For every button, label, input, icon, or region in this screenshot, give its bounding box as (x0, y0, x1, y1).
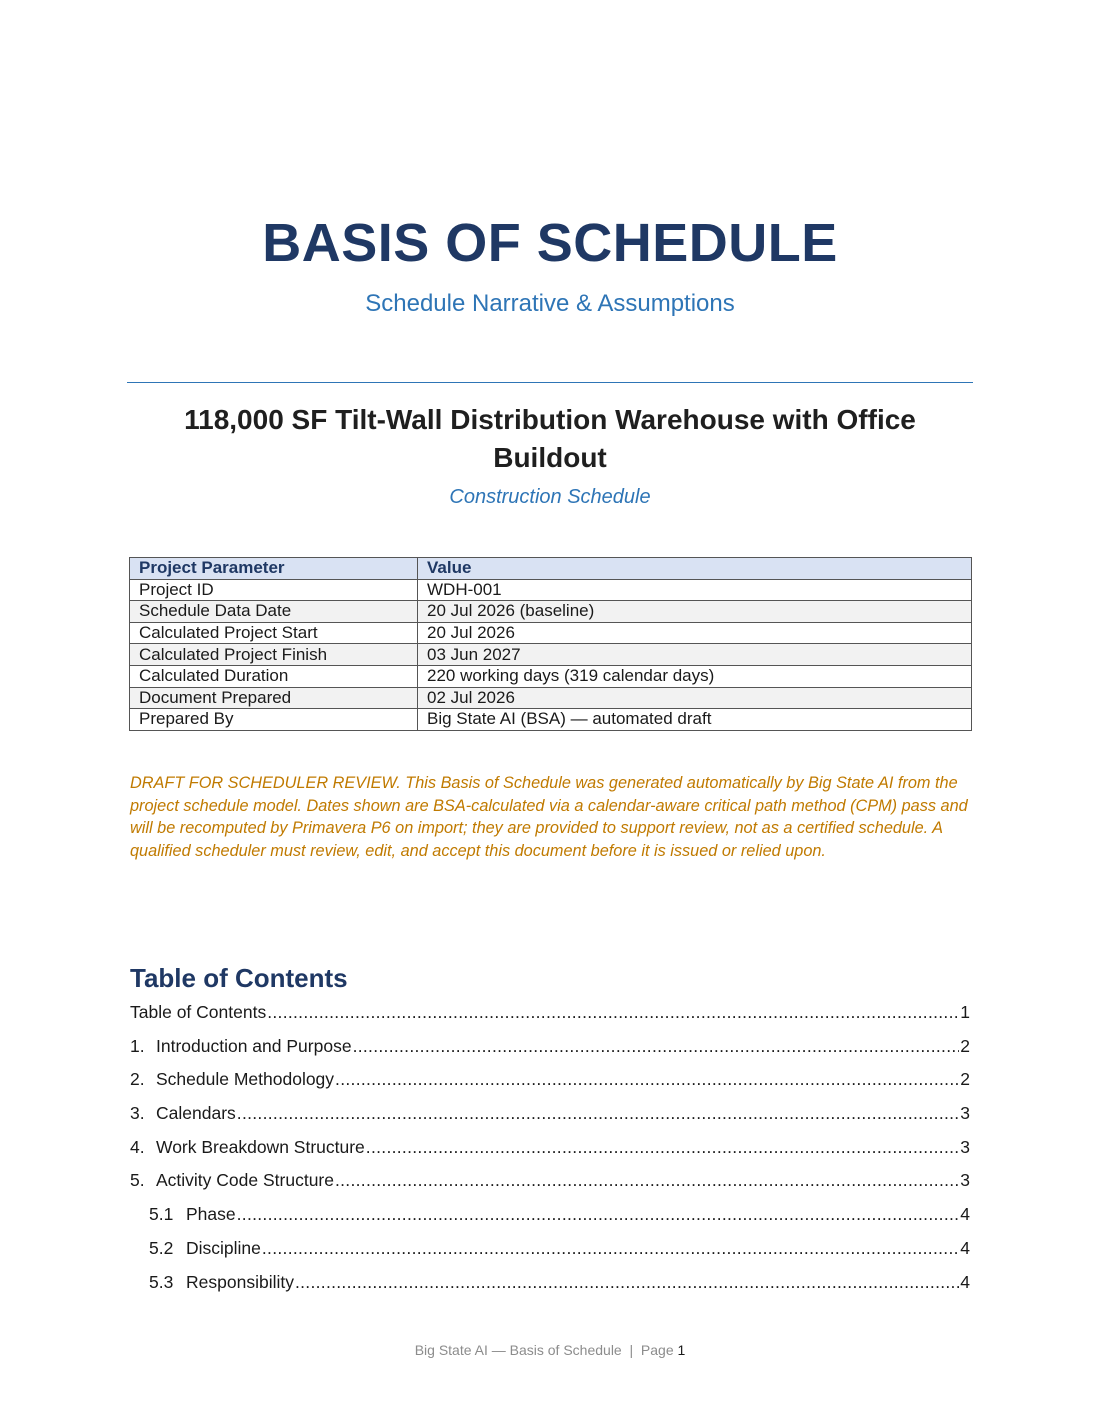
toc-leader-dots (262, 1236, 959, 1260)
table-row (130, 579, 972, 601)
toc-leader-dots (295, 1270, 959, 1294)
value-cell: WDH-001 (418, 579, 972, 601)
toc-entry-number: 1. (130, 1035, 145, 1056)
toc-entry-page: 2 (960, 1069, 970, 1090)
toc-entry-page: 4 (960, 1204, 970, 1225)
project-name: 118,000 SF Tilt-Wall Distribution Warehouse with Office Buildout (184, 404, 916, 473)
parameter-cell: Project ID (130, 579, 418, 601)
document-subtitle: Schedule Narrative & Assumptions (365, 290, 735, 317)
table-of-contents (130, 1000, 970, 1303)
parameter-cell: Schedule Data Date (130, 601, 418, 623)
toc-entry-number: 3. (130, 1103, 145, 1124)
toc-leader-dots (335, 1168, 959, 1192)
value-cell: 20 Jul 2026 (418, 622, 972, 644)
footer-page-number: 1 (677, 1342, 686, 1358)
toc-entry[interactable] (130, 1135, 970, 1169)
parameter-cell: Calculated Project Start (130, 622, 418, 644)
table-row (130, 601, 972, 623)
value-cell: 20 Jul 2026 (baseline) (418, 601, 972, 623)
column-header-value: Value (418, 558, 972, 580)
table-row (130, 622, 972, 644)
toc-entry-title: Phase (186, 1204, 236, 1225)
toc-entry-page: 4 (960, 1271, 970, 1292)
toc-entry-title: Responsibility (186, 1271, 294, 1292)
toc-entry[interactable] (130, 1202, 970, 1236)
table-row (130, 644, 972, 666)
toc-entry-title: Schedule Methodology (156, 1069, 335, 1090)
toc-entry[interactable] (130, 1168, 970, 1202)
table-row (130, 665, 972, 687)
toc-entry-page: 3 (960, 1136, 970, 1157)
value-cell: 220 working days (319 calendar days) (418, 665, 972, 687)
value-cell: 03 Jun 2027 (418, 644, 972, 666)
toc-entry-number: 2. (130, 1069, 145, 1090)
toc-entry-page: 3 (960, 1170, 970, 1191)
toc-entry-title: Calendars (156, 1103, 236, 1124)
footer-text: Big State AI — Basis of Schedule | Page (414, 1342, 678, 1358)
toc-leader-dots (366, 1135, 959, 1159)
project-type: Construction Schedule (449, 486, 651, 508)
toc-entry-number: 4. (130, 1136, 145, 1157)
toc-entry-page: 3 (960, 1103, 970, 1124)
project-parameters-table (129, 557, 972, 731)
toc-entry-page: 2 (960, 1035, 970, 1056)
page-footer (0, 1342, 1100, 1358)
toc-entry-title: Discipline (186, 1237, 261, 1258)
document-title: BASIS OF SCHEDULE (262, 213, 838, 273)
toc-entry-page: 4 (960, 1237, 970, 1258)
toc-entry[interactable] (130, 1034, 970, 1068)
toc-entry[interactable] (130, 1270, 970, 1304)
toc-leader-dots (353, 1034, 960, 1058)
parameter-cell: Calculated Project Finish (130, 644, 418, 666)
toc-entry-title: Introduction and Purpose (156, 1035, 352, 1056)
toc-entry[interactable] (130, 1236, 970, 1270)
toc-entry-title: Table of Contents (130, 1002, 267, 1022)
value-cell: Big State AI (BSA) — automated draft (418, 709, 972, 731)
table-row (130, 709, 972, 731)
toc-entry-title: Activity Code Structure (156, 1170, 334, 1191)
draft-notice: DRAFT FOR SCHEDULER REVIEW. This Basis of Schedule was generated automatically by Big State AI from the project schedule model. Dates shown are BSA-calculated via a calendar-aware critical path method (CPM) pass and will be recomputed by Primavera P6 on import; they are provided to support review, not as a certified schedule. A qualified scheduler must review, edit, and accept this document before it is issued or relied upon. (130, 774, 968, 860)
parameter-cell: Calculated Duration (130, 665, 418, 687)
toc-entry-number: 5.3 (149, 1271, 174, 1292)
table-header-row (130, 558, 972, 580)
title-divider (127, 382, 973, 383)
toc-entry-title: Work Breakdown Structure (156, 1136, 365, 1157)
toc-entry[interactable] (130, 1067, 970, 1101)
toc-leader-dots (335, 1067, 959, 1091)
toc-leader-dots (267, 1000, 959, 1024)
table-row (130, 687, 972, 709)
value-cell: 02 Jul 2026 (418, 687, 972, 709)
toc-entry-number: 5. (130, 1170, 145, 1191)
column-header-parameter: Project Parameter (130, 558, 418, 580)
toc-entry-number: 5.2 (149, 1237, 174, 1258)
toc-entry[interactable] (130, 1000, 970, 1034)
toc-entry-page: 1 (960, 1002, 970, 1022)
toc-entry-number: 5.1 (149, 1204, 174, 1225)
toc-entry[interactable] (130, 1101, 970, 1135)
toc-leader-dots (237, 1101, 959, 1125)
toc-leader-dots (237, 1202, 960, 1226)
toc-heading: Table of Contents (130, 963, 348, 993)
parameter-cell: Prepared By (130, 709, 418, 731)
parameter-cell: Document Prepared (130, 687, 418, 709)
